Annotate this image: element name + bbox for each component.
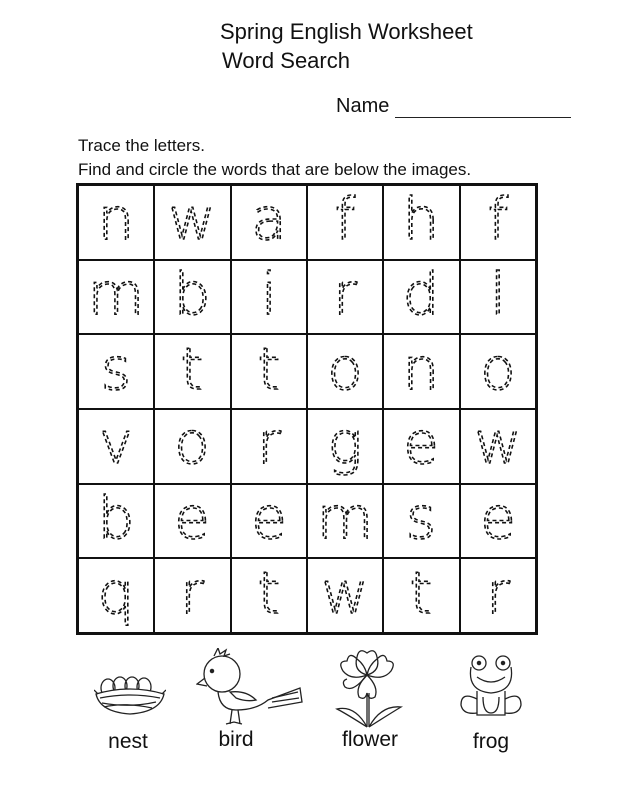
traceable-letter xyxy=(239,185,299,255)
svg-text:o: o xyxy=(480,334,516,403)
grid-cell[interactable] xyxy=(383,484,459,559)
grid-cell[interactable] xyxy=(78,185,154,260)
svg-text:r: r xyxy=(180,558,205,627)
grid-cell[interactable] xyxy=(78,409,154,484)
grid-cell[interactable] xyxy=(383,409,459,484)
traceable-letter xyxy=(315,409,375,479)
svg-text:s: s xyxy=(101,334,132,403)
grid-cell[interactable] xyxy=(231,185,307,260)
svg-text:a: a xyxy=(251,185,287,254)
name-label: Name xyxy=(336,95,390,117)
grid-cell[interactable] xyxy=(307,558,383,633)
svg-text:r: r xyxy=(256,409,281,478)
traceable-letter xyxy=(162,483,222,554)
traceable-letter xyxy=(391,483,451,554)
grid-cell[interactable] xyxy=(154,260,230,335)
grid-cell[interactable] xyxy=(154,185,230,260)
grid-cell[interactable] xyxy=(231,558,307,633)
grid-cell[interactable] xyxy=(154,558,230,633)
traceable-letter xyxy=(468,558,528,629)
grid-cell[interactable] xyxy=(231,260,307,335)
traceable-letter xyxy=(315,483,375,554)
traceable-letter xyxy=(239,259,299,330)
worksheet-subtitle: Word Search xyxy=(222,48,350,73)
nest-picture xyxy=(94,672,166,722)
svg-text:b: b xyxy=(97,483,135,552)
svg-text:l: l xyxy=(489,259,506,328)
grid-cell[interactable] xyxy=(383,185,459,260)
svg-text:i: i xyxy=(260,259,277,328)
bird-picture xyxy=(196,648,306,733)
grid-cell[interactable] xyxy=(231,409,307,484)
traceable-letter xyxy=(86,483,146,554)
traceable-letter xyxy=(86,185,146,255)
svg-text:m: m xyxy=(87,259,145,328)
svg-text:h: h xyxy=(403,185,440,254)
name-blank-line[interactable] xyxy=(395,99,571,118)
word-search-grid xyxy=(76,183,538,635)
grid-cell[interactable] xyxy=(383,558,459,633)
grid-cell[interactable] xyxy=(78,484,154,559)
svg-text:q: q xyxy=(97,558,135,627)
grid-cell[interactable] xyxy=(383,260,459,335)
svg-text:t: t xyxy=(257,334,281,403)
traceable-letter xyxy=(315,259,375,330)
svg-text:e: e xyxy=(479,483,516,552)
instruction-trace: Trace the letters. xyxy=(78,136,205,155)
frog-picture xyxy=(459,653,525,728)
instruction-find: Find and circle the words that are below the images. xyxy=(78,160,472,179)
svg-text:o: o xyxy=(174,409,211,478)
traceable-letter xyxy=(162,409,222,479)
grid-cell[interactable] xyxy=(307,334,383,409)
traceable-letter xyxy=(468,409,528,479)
picture-label-frog: frog xyxy=(472,730,510,753)
svg-text:g: g xyxy=(327,409,363,478)
flower-picture xyxy=(335,643,405,733)
grid-cell[interactable] xyxy=(307,260,383,335)
traceable-letter xyxy=(468,334,528,405)
grid-cell[interactable] xyxy=(307,185,383,260)
svg-text:b: b xyxy=(174,259,211,328)
grid-cell[interactable] xyxy=(460,484,536,559)
traceable-letter xyxy=(391,259,451,330)
name-field xyxy=(336,95,571,118)
traceable-letter xyxy=(468,185,528,255)
traceable-letter xyxy=(86,558,146,629)
grid-cell[interactable] xyxy=(154,334,230,409)
traceable-letter xyxy=(239,558,299,629)
grid-cell[interactable] xyxy=(78,558,154,633)
grid-cell[interactable] xyxy=(460,558,536,633)
grid-cell[interactable] xyxy=(460,334,536,409)
nest-icon xyxy=(94,672,166,717)
grid-cell[interactable] xyxy=(154,409,230,484)
svg-text:t: t xyxy=(410,558,433,627)
svg-text:m: m xyxy=(316,483,374,552)
grid-cell[interactable] xyxy=(231,484,307,559)
svg-text:w: w xyxy=(168,185,217,254)
svg-text:f: f xyxy=(487,185,509,254)
grid-cell[interactable] xyxy=(231,334,307,409)
traceable-letter xyxy=(391,334,451,405)
grid-cell[interactable] xyxy=(307,409,383,484)
grid-cell[interactable] xyxy=(460,409,536,484)
picture-label-nest: nest xyxy=(108,730,148,753)
svg-text:f: f xyxy=(334,185,356,254)
traceable-letter xyxy=(391,409,451,479)
worksheet-title: Spring English Worksheet xyxy=(220,19,473,44)
svg-text:d: d xyxy=(403,259,440,328)
grid-cell[interactable] xyxy=(78,334,154,409)
svg-text:w: w xyxy=(474,409,522,478)
traceable-letter xyxy=(86,259,146,330)
bird-icon xyxy=(196,648,306,728)
flower-icon xyxy=(335,643,405,728)
traceable-letter xyxy=(315,334,375,405)
svg-text:t: t xyxy=(181,334,204,403)
traceable-letter xyxy=(162,259,222,330)
traceable-letter xyxy=(391,185,451,255)
traceable-letter xyxy=(239,334,299,405)
traceable-letter xyxy=(162,185,222,255)
svg-text:t: t xyxy=(257,558,281,627)
traceable-letter xyxy=(315,558,375,629)
svg-text:r: r xyxy=(485,558,510,627)
svg-text:v: v xyxy=(98,409,134,478)
svg-text:w: w xyxy=(321,558,369,627)
traceable-letter xyxy=(239,483,299,554)
svg-text:o: o xyxy=(327,334,363,403)
traceable-letter xyxy=(86,409,146,479)
svg-text:e: e xyxy=(174,483,211,552)
grid-cell[interactable] xyxy=(460,260,536,335)
frog-icon xyxy=(459,653,525,723)
traceable-letter xyxy=(391,558,451,629)
svg-text:r: r xyxy=(333,259,358,328)
traceable-letter xyxy=(239,409,299,479)
traceable-letter xyxy=(315,185,375,255)
svg-text:e: e xyxy=(250,483,287,552)
grid-cell[interactable] xyxy=(78,260,154,335)
svg-text:n: n xyxy=(403,334,440,403)
grid-cell[interactable] xyxy=(154,484,230,559)
picture-label-bird: bird xyxy=(218,728,254,751)
svg-text:s: s xyxy=(406,483,437,552)
grid-cell[interactable] xyxy=(383,334,459,409)
traceable-letter xyxy=(162,558,222,629)
svg-text:n: n xyxy=(97,185,135,254)
traceable-letter xyxy=(86,334,146,405)
traceable-letter xyxy=(468,259,528,330)
grid-cell[interactable] xyxy=(460,185,536,260)
traceable-letter xyxy=(468,483,528,554)
grid-cell[interactable] xyxy=(307,484,383,559)
picture-label-flower: flower xyxy=(341,728,399,751)
svg-text:e: e xyxy=(403,409,440,478)
traceable-letter xyxy=(162,334,222,405)
